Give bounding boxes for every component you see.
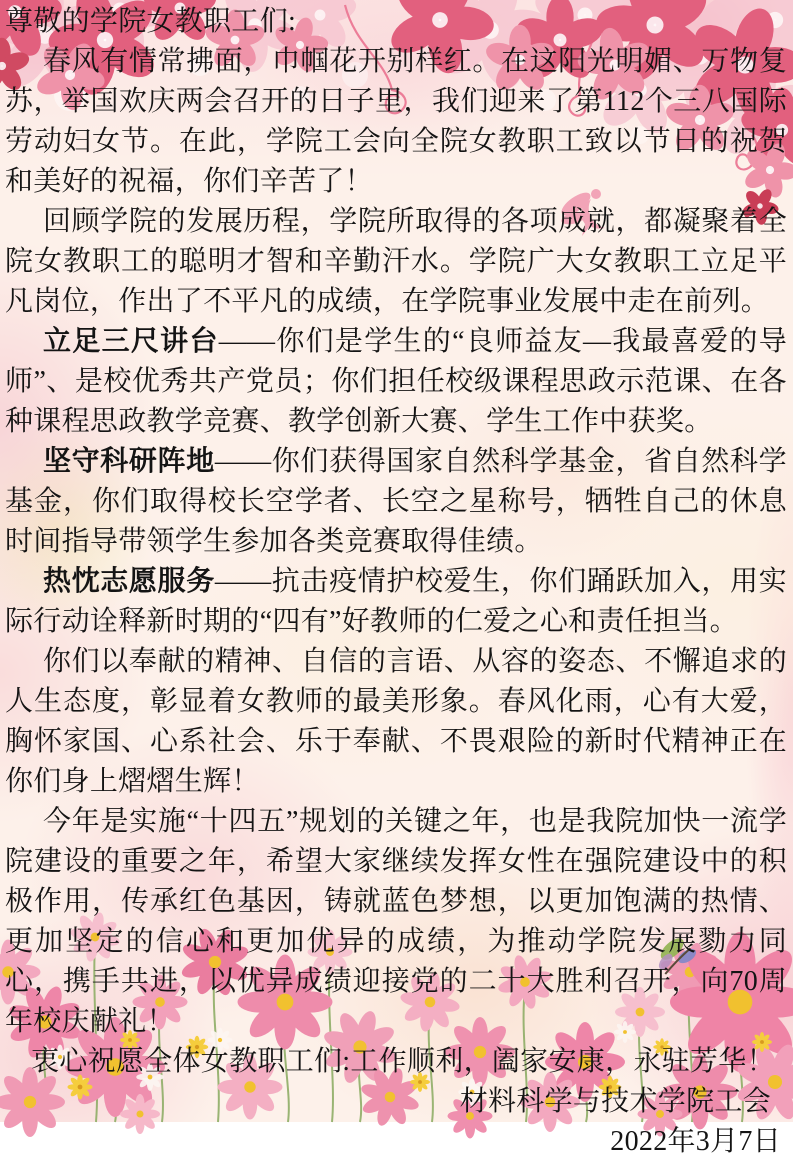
paragraph-volunteer bbox=[5, 562, 787, 642]
paragraph-outlook bbox=[5, 802, 787, 1042]
paragraph-text: 春风有情常拂面，巾帼花开别样红。在这阳光明媚、万物复苏，举国欢庆两会召开的日子里，我们迎来了第112个三八国际劳动妇女节。在此，学院工会向全院女教职工致以节日的祝贺和美好的祝福，你们辛苦了！ bbox=[5, 46, 787, 197]
paragraph-review bbox=[5, 202, 787, 322]
paragraph-spirit bbox=[5, 642, 787, 802]
paragraph-opening bbox=[5, 42, 787, 202]
paragraph-lead: 立足三尺讲台 bbox=[43, 326, 219, 357]
paragraph-lead: 热忱志愿服务 bbox=[43, 566, 215, 597]
paragraph-text: 今年是实施“十四五”规划的关键之年，也是我院加快一流学院建设的重要之年，希望大家继续发挥女性在强院建设中的积极作用，传承红色基因，铸就蓝色梦想，以更加饱满的热情、更加坚定的信心和更加优异的成绩，为推动学院发展勠力同心，携手共进，以优异成绩迎接党的二十大胜利召开，向70周年校庆献礼！ bbox=[5, 806, 787, 1037]
paragraph-text: ——你们是学生的“良师益友—我最喜爱的导师”、是校优秀共产党员；你们担任校级课程思政示范课、在各种课程思政教学竞赛、教学创新大赛、学生工作中获奖。 bbox=[5, 326, 787, 437]
paragraph-text: ——你们获得国家自然科学基金，省自然科学基金，你们取得校长空学者、长空之星称号，牺牲自己的休息时间指导带领学生参加各类竞赛取得佳绩。 bbox=[5, 446, 787, 557]
paragraph-lead: 坚守科研阵地 bbox=[43, 446, 215, 477]
signature: 材料科学与技术学院工会 bbox=[459, 1086, 771, 1117]
paragraph-text: ——抗击疫情护校爱生，你们踊跃加入，用实际行动诠释新时期的“四有”好教师的仁爱之心和责任担当。 bbox=[5, 566, 787, 637]
paragraph-wishes bbox=[5, 1042, 787, 1082]
paragraph-research bbox=[5, 442, 787, 562]
paragraph-text: 你们以奉献的精神、自信的言语、从容的姿态、不懈追求的人生态度，彰显着女教师的最美形象。春风化雨，心有大爱，胸怀家国、心系社会、乐于奉献、不畏艰险的新时代精神正在你们身上熠熠生辉！ bbox=[5, 646, 787, 797]
date: 2022年3月7日 bbox=[610, 1126, 781, 1157]
paragraph-teaching bbox=[5, 322, 787, 442]
paragraph-text: 衷心祝愿全体女教职工们:工作顺利，阖家安康，永驻芳华！ bbox=[31, 1046, 775, 1077]
salutation: 尊敬的学院女教职工们: bbox=[5, 6, 297, 37]
paragraph-text: 回顾学院的发展历程，学院所取得的各项成就，都凝聚着全院女教职工的聪明才智和辛勤汗水。学院广大女教职工立足平凡岗位，作出了不平凡的成绩，在学院事业发展中走在前列。 bbox=[5, 206, 787, 317]
